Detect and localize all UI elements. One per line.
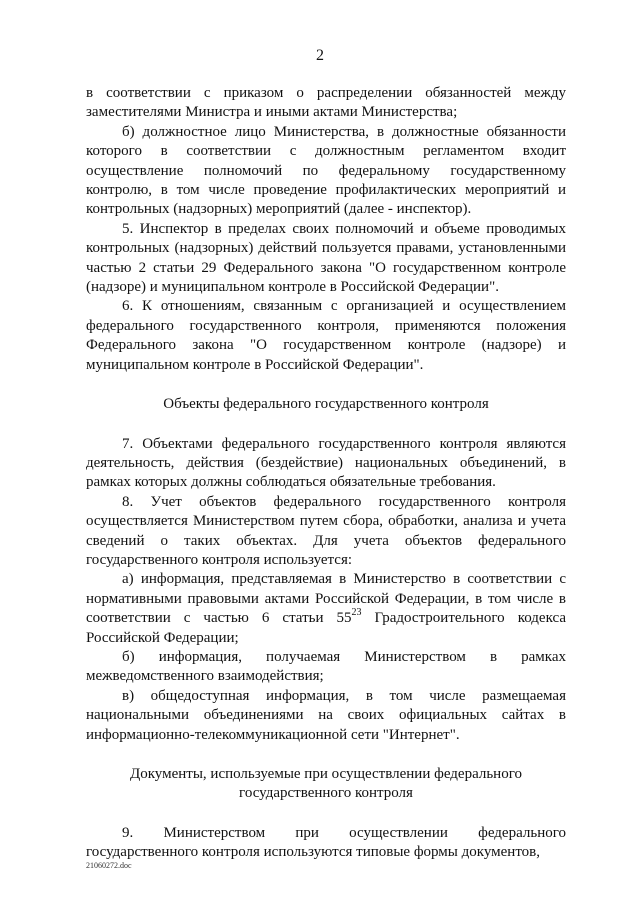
paragraph-8: 8. Учет объектов федерального государственного контроля осуществляется Министерством путем сбора, обработки, анализа и учета сведений о таких объектах. Для учета объектов федерального государственного контроля используется:: [86, 493, 566, 568]
section-heading-documents-line1: Документы, используемые при осуществлении федерального: [130, 766, 522, 782]
paragraph-item-b: б) должностное лицо Министерства, в должностные обязанности которого в соответствии с должностным регламентом входит осуществление полномочий по федеральному государственному контролю, в том числе проведение профилактических мероприятий и контрольных (надзорных) мероприятий (далее - инспектор).: [86, 123, 566, 218]
paragraph-item-a: [86, 570, 566, 648]
paragraph-item-v: в) общедоступная информация, в том числе размещаемая национальными объединениями на своих официальных сайтах в информационно-телекоммуникационной сети "Интернет".: [86, 687, 566, 743]
document-file-code: 21060272.doc: [86, 861, 132, 870]
paragraph-9: 9. Министерством при осуществлении федерального государственного контроля используются типовые формы документов,: [86, 824, 566, 861]
item-a-text-end: Градостроительного кодекса Российской Федерации;: [86, 610, 566, 646]
item-a-text: а) информация, представляемая в Министерство в соответствии с нормативными правовыми актами Российской Федерации, в том числе в соответствии с частью 6 статьи 55: [86, 571, 566, 627]
paragraph-continuation: в соответствии с приказом о распределении обязанностей между заместителями Министра и иными актами Министерства;: [86, 85, 566, 121]
article-superscript: 23: [351, 607, 362, 619]
paragraph-item-b2: б) информация, получаемая Министерством в рамках межведомственного взаимодействия;: [86, 648, 566, 685]
paragraph-5: 5. Инспектор в пределах своих полномочий и объеме проводимых контрольных (надзорных) действий пользуется правами, установленными частью 2 статьи 29 Федерального закона "О государственном контроле (надзоре) и муниципальном контроле в Российской Федерации".: [86, 220, 566, 296]
section-heading-objects: Объекты федерального государственного контроля: [163, 396, 489, 413]
paragraph-7: 7. Объектами федерального государственного контроля являются деятельность, действия (бездействие) национальных объединений, в рамках которых должны соблюдаться обязательные требования.: [86, 435, 566, 491]
paragraph-6: 6. К отношениям, связанным с организацией и осуществлением федерального государственного контроля, применяются положения Федерального закона "О государственном контроле (надзоре) и муниципальном контроле в Российской Федерации".: [86, 298, 566, 373]
section-heading-documents-line2: государственного контроля: [239, 785, 413, 802]
page-number: 2: [316, 47, 324, 64]
document-body: [86, 84, 566, 863]
